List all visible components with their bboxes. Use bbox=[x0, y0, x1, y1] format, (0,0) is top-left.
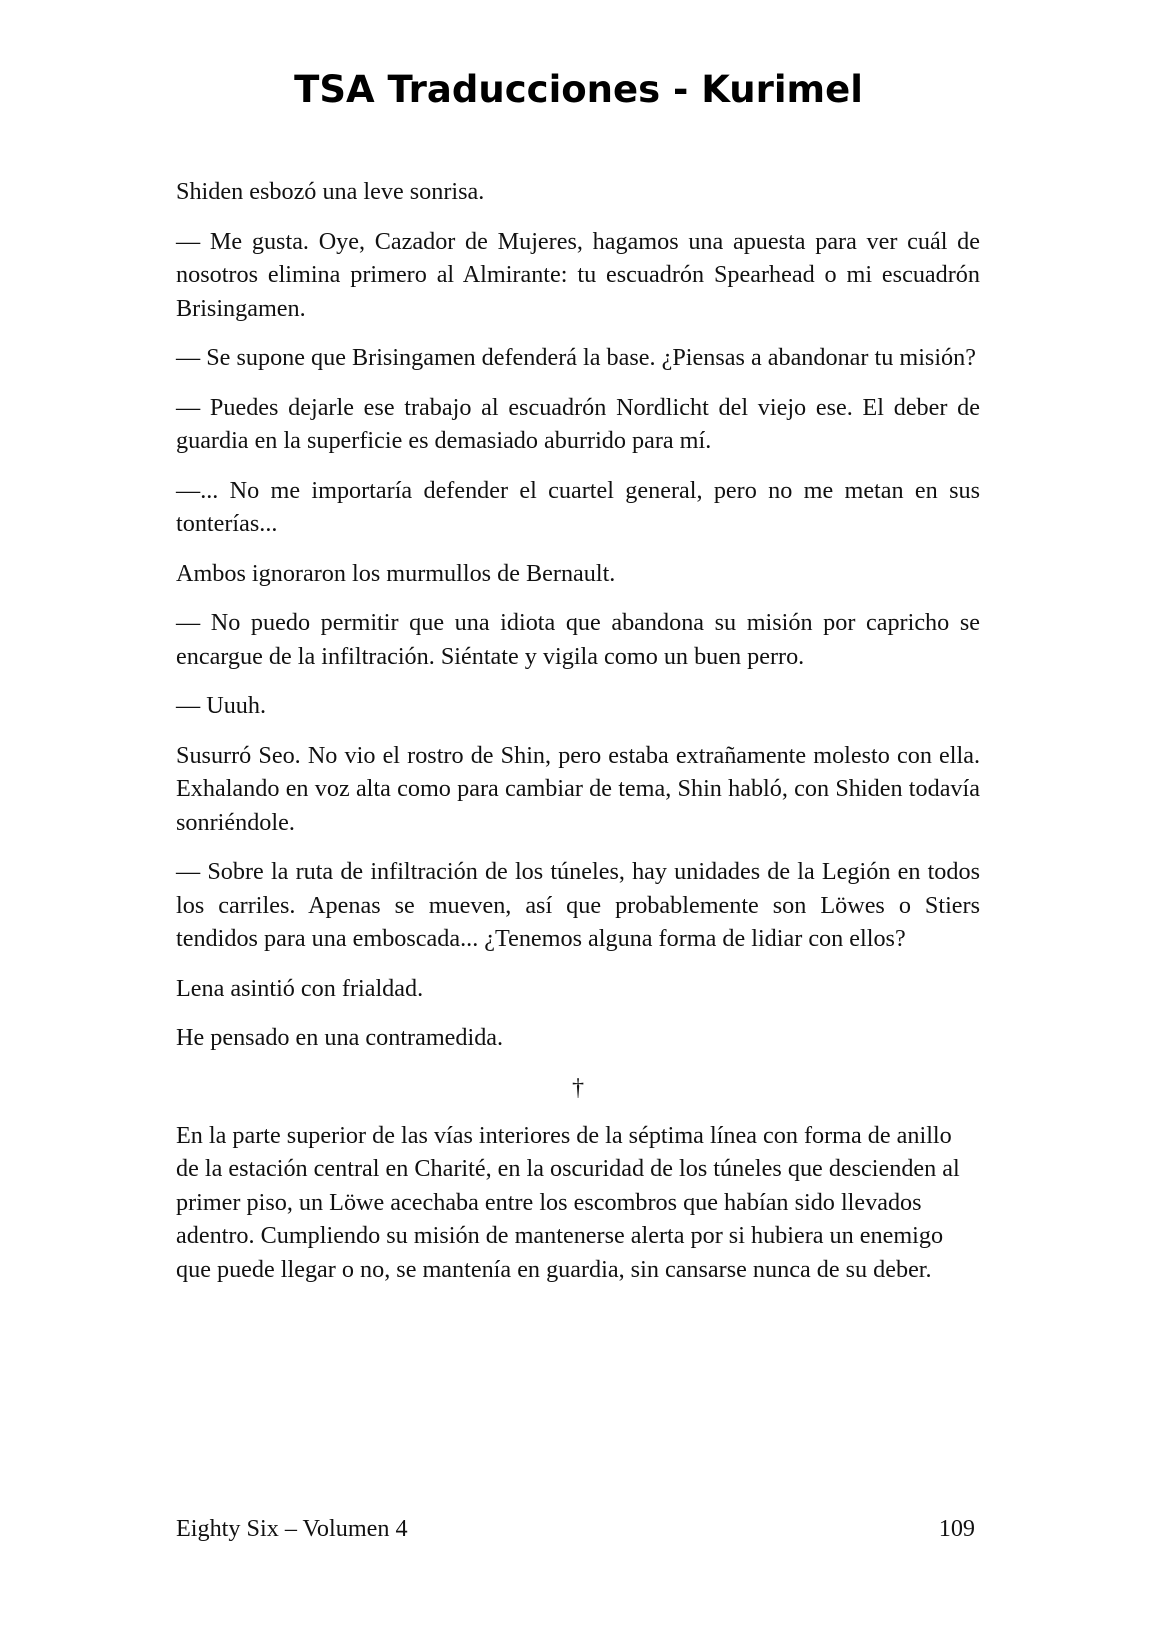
paragraph: — Uuuh. bbox=[176, 692, 267, 719]
paragraph: He pensado en una contramedida. bbox=[176, 1024, 504, 1051]
paragraph: — Puedes dejarle ese trabajo al escuadrón Nordlicht del viejo ese. El deber de guardia en la superficie es demasiado aburrido para mí. bbox=[176, 393, 980, 454]
paragraph: —... No me importaría defender el cuartel general, pero no me metan en sus tonterías... bbox=[176, 476, 980, 537]
paragraph: Shiden esbozó una leve sonrisa. bbox=[176, 178, 485, 205]
page-body bbox=[176, 175, 980, 1302]
section-separator-dagger: † bbox=[571, 1073, 585, 1101]
page-header-title: TSA Traducciones - Kurimel bbox=[294, 68, 863, 111]
paragraph: Lena asintió con frialdad. bbox=[176, 974, 424, 1002]
footer-page-number: 109 bbox=[938, 1515, 975, 1542]
paragraph: — Se supone que Brisingamen defenderá la base. ¿Piensas a abandonar tu misión? bbox=[176, 344, 976, 371]
paragraph-final: En la parte superior de las vías interiores de la séptima línea con forma de anillo de la estación central en Charité, en la oscuridad de los túneles que descienden al primer piso, un Löwe acechaba entre los escombros que habían sido llevados adentro. Cumpliendo su misión de mantenerse alerta por si hubiera un enemigo que puede llegar o no, se mantenía en guardia, sin cansarse nunca de su deber. bbox=[176, 1121, 960, 1283]
paragraph: — No puedo permitir que una idiota que abandona su misión por capricho se encargue de la infiltración. Siéntate y vigila como un buen perro. bbox=[176, 609, 980, 670]
paragraph: — Sobre la ruta de infiltración de los túneles, hay unidades de la Legión en todos los carriles. Apenas se mueven, así que probablemente son Löwes o Stiers tendidos para una emboscada... ¿Tenemos alguna forma de lidiar con ellos? bbox=[176, 858, 980, 952]
paragraph: — Me gusta. Oye, Cazador de Mujeres, hagamos una apuesta para ver cuál de nosotros elimina primero al Almirante: tu escuadrón Spearhead o mi escuadrón Brisingamen. bbox=[176, 227, 980, 322]
paragraph: Susurró Seo. No vio el rostro de Shin, pero estaba extrañamente molesto con ella. Exhalando en voz alta como para cambiar de tema, Shin habló, con Shiden todavía sonriéndole. bbox=[176, 741, 980, 836]
paragraph: Ambos ignoraron los murmullos de Bernault. bbox=[176, 559, 616, 587]
footer-book-title: Eighty Six – Volumen 4 bbox=[176, 1515, 408, 1542]
